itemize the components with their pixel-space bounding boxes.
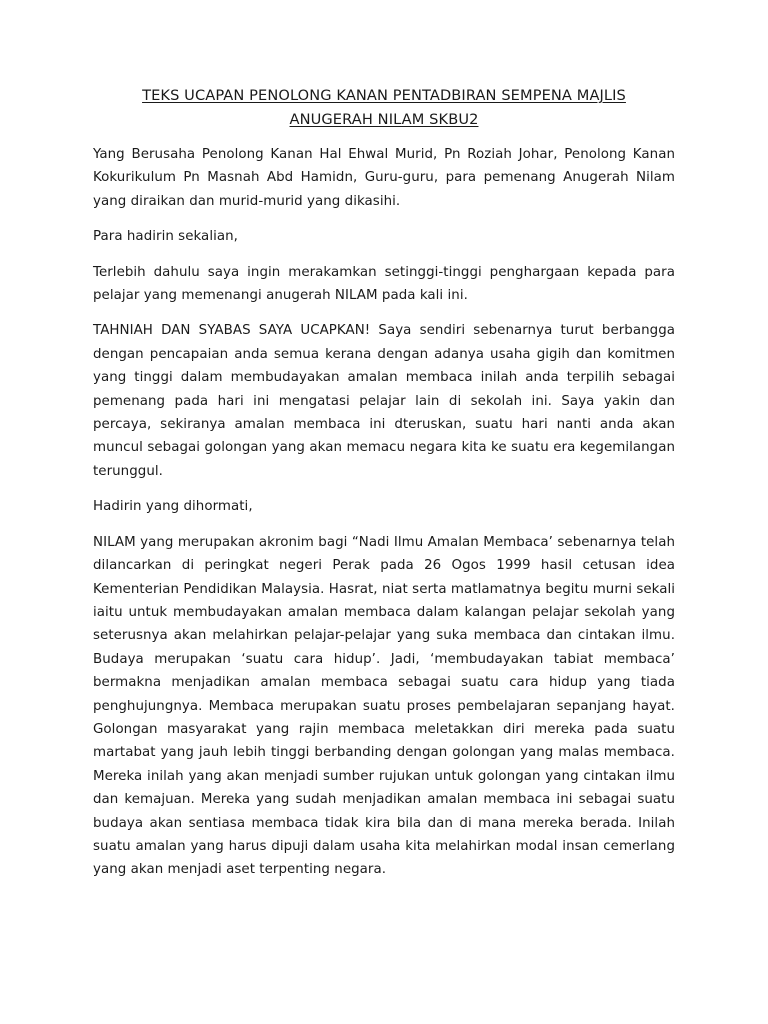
appreciation-paragraph: Terlebih dahulu saya ingin merakamkan setinggi-tinggi penghargaan kepada para pelajar yang memenangi anugerah NILAM pada kali ini. xyxy=(93,264,675,304)
nilam-paragraph: NILAM yang merupakan akronim bagi “Nadi Ilmu Amalan Membaca’ sebenarnya telah dilancarkan di peringkat negeri Perak pada 26 Ogos 1999 hasil cetusan idea Kementerian Pendidikan Malaysia. Hasrat, niat serta matlamatnya begitu murni sekali iaitu untuk membudayakan amalan membaca dalam kalangan pelajar sekolah yang seterusnya akan melahirkan pelajar-pelajar yang suka membaca dan cintakan ilmu. Budaya merupakan ‘suatu cara hidup’. Jadi, ‘membudayakan tabiat membaca’ bermakna menjadikan amalan membaca sebagai suatu cara hidup yang tiada penghujungnya. Membaca merupakan suatu proses pembelajaran sepanjang hayat. Golongan masyarakat yang rajin membaca meletakkan diri mereka pada suatu martabat yang jauh lebih tinggi berbanding dengan golongan yang malas membaca. Mereka inilah yang akan menjadi sumber rujukan untuk golongan yang cintakan ilmu dan kemajuan. Mereka yang sudah menjadikan amalan membaca ini sebagai suatu budaya akan sentiasa membaca tidak kira bila dan di mana mereka berada. Inilah suatu amalan yang harus dipuji dalam usaha kita melahirkan modal insan cemerlang yang akan menjadi aset terpenting negara. xyxy=(93,534,675,878)
document-title xyxy=(93,84,675,132)
address-paragraph: Hadirin yang dihormati, xyxy=(93,499,253,515)
salutation-paragraph: Para hadirin sekalian, xyxy=(93,229,238,245)
greeting-paragraph: Yang Berusaha Penolong Kanan Hal Ehwal Murid, Pn Roziah Johar, Penolong Kanan Kokurikulum Pn Masnah Abd Hamidn, Guru-guru, para pemenang Anugerah Nilam yang diraikan dan murid-murid yang dikasihi. xyxy=(93,147,675,209)
congratulations-paragraph: TAHNIAH DAN SYABAS SAYA UCAPKAN! Saya sendiri sebenarnya turut berbangga dengan pencapaian anda semua kerana dengan adanya usaha gigih dan komitmen yang tinggi dalam membudayakan amalan membaca inilah anda terpilih sebagai pemenang pada hari ini mengatasi pelajar lain di sekolah ini. Saya yakin dan percaya, sekiranya amalan membaca ini dteruskan, suatu hari nanti anda akan muncul sebagai golongan yang akan memacu negara kita ke suatu era kegemilangan terunggul. xyxy=(93,323,675,479)
title-line-1: TEKS UCAPAN PENOLONG KANAN PENTADBIRAN SEMPENA MAJLIS xyxy=(142,87,626,104)
title-line-2: ANUGERAH NILAM SKBU2 xyxy=(289,111,479,128)
document-page xyxy=(93,84,675,894)
